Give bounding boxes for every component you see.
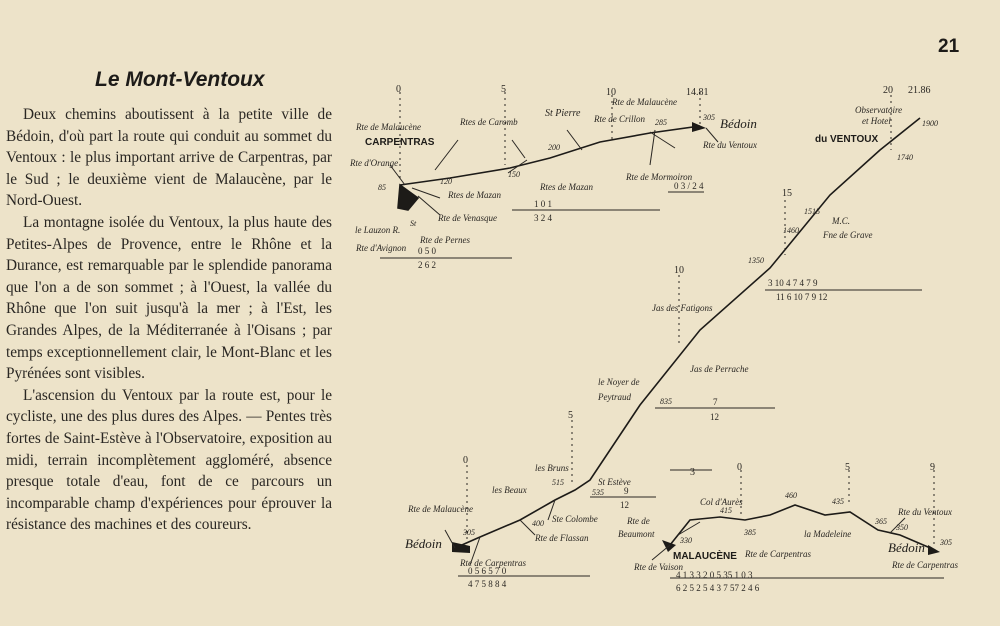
town-carpentras: CARPENTRAS [365, 137, 435, 148]
gradient-label: 0 5 0 [418, 246, 436, 256]
route-label: Beaumont [618, 529, 655, 539]
altitude-label: 305 [703, 113, 715, 122]
altitude-label: 435 [832, 497, 844, 506]
km-marker: 0 [737, 462, 742, 473]
place-label: Jas de Perrache [690, 364, 749, 374]
gradient-label: 6 2 5 2 5 4 3 7 57 2 4 6 [676, 583, 760, 593]
place-label: la Madeleine [804, 529, 852, 539]
gradient-label: 0 5 6 5 7 0 [468, 566, 507, 576]
km-marker: 5 [568, 410, 573, 421]
altitude-label: 365 [875, 517, 887, 526]
town-bedoin: Bédoin [888, 540, 925, 555]
town-malaucene: MALAUCÈNE [673, 551, 737, 562]
place-label: Observatoire [855, 105, 903, 115]
route-label: Rtes de Caromb [460, 117, 518, 127]
place-label: St Estève [598, 477, 631, 487]
km-marker: 9 [930, 462, 935, 473]
place-label: Peytraud [598, 392, 631, 402]
town-bedoin: Bédoin [405, 536, 442, 551]
altitude-label: 385 [744, 528, 756, 537]
gradient-label: 1 0 1 [534, 199, 552, 209]
route-label: Rte du Ventoux [703, 140, 757, 150]
route-label: Rte de Vaison [634, 562, 683, 572]
gradient-label: 3 10 4 7 4 7 9 [768, 278, 818, 288]
altitude-label: 200 [548, 143, 560, 152]
gradient-label: 9 [624, 486, 629, 496]
km-marker: 15 [782, 188, 792, 199]
route-label: Rtes de Mazan [540, 182, 593, 192]
route-label: Rte de Malaucène [612, 97, 677, 107]
altitude-label: 85 [378, 183, 386, 192]
altitude-label: 120 [440, 177, 452, 186]
gradient-label: 2 6 2 [418, 260, 436, 270]
gradient-label: 7 [713, 397, 718, 407]
gradient-label: 11 6 10 7 9 12 [776, 292, 828, 302]
route-label: Rte d'Orange [350, 158, 399, 168]
altitude-label: 835 [660, 397, 672, 406]
km-marker: 10 [606, 87, 616, 98]
route-label: Rtes de Mazan [448, 190, 501, 200]
altitude-label: 330 [680, 536, 692, 545]
route-label: Rte de Crillon [594, 114, 645, 124]
route-label: Rte de Carpentras [892, 560, 958, 570]
page-number: 21 [938, 36, 960, 57]
gradient-label: 4 7 5 8 8 4 [468, 579, 507, 589]
place-label: Jas des Fatigons [652, 303, 713, 313]
km-marker: 0 [463, 455, 468, 466]
altitude-label: 285 [655, 118, 667, 127]
gradient-label: 12 [620, 500, 629, 510]
route-label: Rte de Carpentras [460, 558, 526, 568]
gradient-label: 3 2 4 [534, 213, 552, 223]
altitude-label: 1460 [783, 226, 799, 235]
route-label: Rte de Malaucène [356, 122, 421, 132]
gradient-label: 4 1 3 3 2 0 5 35 1 0 3 [676, 570, 753, 580]
place-label: M.C. [832, 216, 850, 226]
town-bedoin: Bédoin [720, 116, 757, 131]
route-label: Rte de [627, 516, 650, 526]
km-marker: 5 [845, 462, 850, 473]
place-label: St Pierre [545, 108, 581, 119]
km-marker: 5 [501, 84, 506, 95]
altitude-label: 1515 [804, 207, 820, 216]
altitude-label: 1900 [922, 119, 938, 128]
altitude-label: 415 [720, 506, 732, 515]
km-marker: 10 [674, 265, 684, 276]
altitude-label: 1350 [748, 256, 764, 265]
place-label: St [410, 219, 417, 228]
river-label: le Lauzon R. [355, 225, 401, 235]
gradient-label: 0 3 / 2 4 [674, 181, 704, 191]
altitude-label: 515 [552, 478, 564, 487]
route-label: Rte de Carpentras [745, 549, 811, 559]
altitude-label: 350 [896, 523, 908, 532]
paragraph-2: La montagne isolée du Ventoux, la plus haute des Petites-Alpes de Provence, entre le Rhône et la Durance, est remarquable par le splendide panorama que l'on a de son sommet ; à l'Ouest, la vallée du Rhône que l'on suit jusqu'à la mer ; à l'Est, les Grandes Alpes, de la Méditerranée à l'Oisans ; par temps exceptionnellement clair, le Mont-Blanc et les Pyrénées sont visibles. [6, 213, 332, 383]
place-label: et Hotel [862, 116, 891, 126]
route-label: Rte de Malaucène [408, 504, 473, 514]
summit-ventoux: du VENTOUX [815, 134, 879, 145]
place-label: Fne de Grave [823, 230, 873, 240]
route-label: Rte de Pernes [420, 235, 470, 245]
gradient-label: 12 [710, 412, 719, 422]
altitude-label: 400 [532, 519, 544, 528]
place-label: Ste Colombe [552, 514, 598, 524]
route-label: Rte de Mormoiron [626, 172, 693, 182]
route-label: Rte du Ventoux [898, 507, 952, 517]
place-label: les Bruns [535, 463, 569, 473]
place-label: les Beaux [492, 485, 527, 495]
altitude-label: 150 [508, 170, 520, 179]
route-label: Rte de Venasque [438, 213, 497, 223]
paragraph-1: Deux chemins aboutissent à la petite ville de Bédoin, d'où part la route qui conduit au sommet du Ventoux : le plus important arrive de Carpentras, par le Sud ; le deuxième vient de Malaucène, par le Nord-Ouest. [6, 106, 332, 210]
place-label: le Noyer de [598, 377, 640, 387]
altitude-label: 305 [463, 528, 475, 537]
altitude-label: 305 [940, 538, 952, 547]
km-marker: 21.86 [908, 85, 931, 96]
km-marker: 14.81 [686, 87, 709, 98]
km-marker: 0 [396, 84, 401, 95]
altitude-label: 535 [592, 488, 604, 497]
km-marker: 20 [883, 85, 893, 96]
chapter-title: Le Mont-Ventoux [95, 68, 265, 91]
altitude-label: 1740 [897, 153, 913, 162]
route-label: Rte de Flassan [535, 533, 589, 543]
altitude-label: 460 [785, 491, 797, 500]
km-marker: 3 [690, 467, 695, 478]
paragraph-3: L'ascension du Ventoux par la route est, pour le cycliste, une des plus dures des Alpes. — Pentes très fortes de Saint-Estève à l'Observatoire, exposition au midi, terrain incomplètement aggloméré, absence presque totale d'eau, font de ce parcours un incomparable champ d'expériences pour éprouver la résistance des machines et des coureurs. [6, 386, 332, 534]
place-label: Col d'Aurès [700, 497, 743, 507]
route-label: Rte d'Avignon [356, 243, 407, 253]
